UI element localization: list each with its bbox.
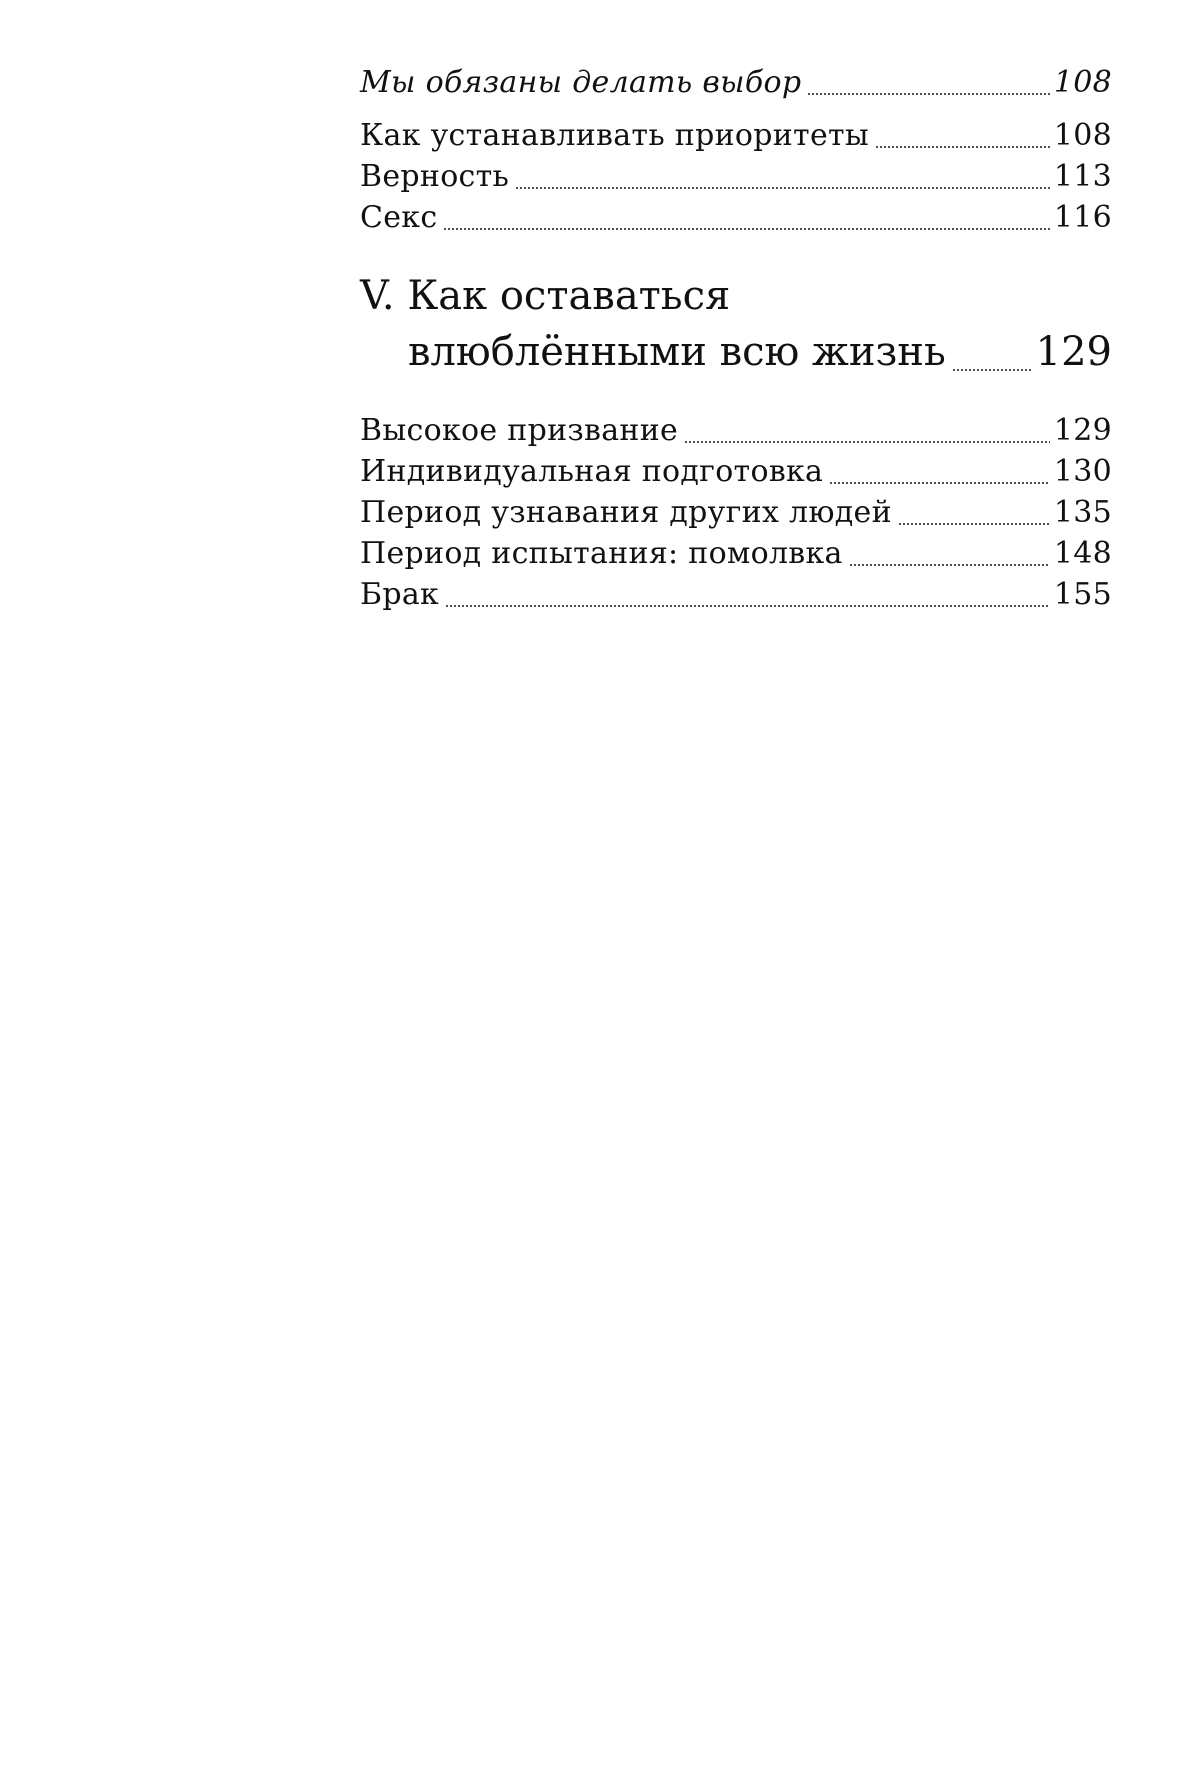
toc-entry[interactable]	[360, 451, 1112, 492]
toc-entry-page: 148	[1053, 536, 1112, 571]
toc-entry-title: Как устанавливать приоритеты	[360, 118, 870, 153]
toc-entry[interactable]	[360, 62, 1112, 103]
dot-leader	[684, 440, 1050, 444]
toc-entry-title: Индивидуальная подготовка	[360, 454, 824, 489]
chapter-title-row	[360, 324, 1112, 380]
toc-entry-title: Секс	[360, 200, 438, 235]
dot-leader	[445, 604, 1050, 608]
chapter-title-line2: влюблёнными всю жизнь	[408, 329, 946, 375]
dot-leader	[849, 563, 1050, 567]
toc-entry-title: Верность	[360, 159, 510, 194]
toc-entry-page: 130	[1053, 454, 1112, 489]
toc-entry-page: 113	[1053, 159, 1112, 194]
toc-entry-title: Мы обязаны делать выбор	[360, 65, 802, 100]
toc-entry-title: Период узнавания других людей	[360, 495, 892, 530]
toc-entry[interactable]	[360, 156, 1112, 197]
toc-entry[interactable]	[360, 492, 1112, 533]
toc-entry-page: 155	[1053, 577, 1112, 612]
dot-leader	[807, 92, 1049, 96]
toc-entry-title: Брак	[360, 577, 440, 612]
dot-leader	[952, 368, 1032, 372]
dot-leader	[443, 227, 1049, 231]
toc-entry-title: Период испытания: помолвка	[360, 536, 843, 571]
table-of-contents	[360, 62, 1112, 615]
dot-leader	[829, 481, 1050, 485]
chapter-heading[interactable]	[360, 268, 1112, 380]
dot-leader	[898, 522, 1050, 526]
toc-entry[interactable]	[360, 533, 1112, 574]
toc-entry-page: 129	[1053, 413, 1112, 448]
toc-entry-page: 116	[1053, 200, 1112, 235]
toc-entry-title: Высокое призвание	[360, 413, 679, 448]
toc-entry-page: 135	[1053, 495, 1112, 530]
toc-entry[interactable]	[360, 115, 1112, 156]
toc-entry[interactable]	[360, 410, 1112, 451]
toc-entry[interactable]	[360, 197, 1112, 238]
toc-entry-page: 108	[1053, 118, 1112, 153]
toc-entry[interactable]	[360, 574, 1112, 615]
dot-leader	[515, 186, 1050, 190]
toc-entry-page: 108	[1053, 65, 1112, 100]
chapter-title-line1: V. Как оставаться	[360, 273, 731, 319]
dot-leader	[875, 145, 1050, 149]
chapter-page: 129	[1035, 329, 1112, 375]
